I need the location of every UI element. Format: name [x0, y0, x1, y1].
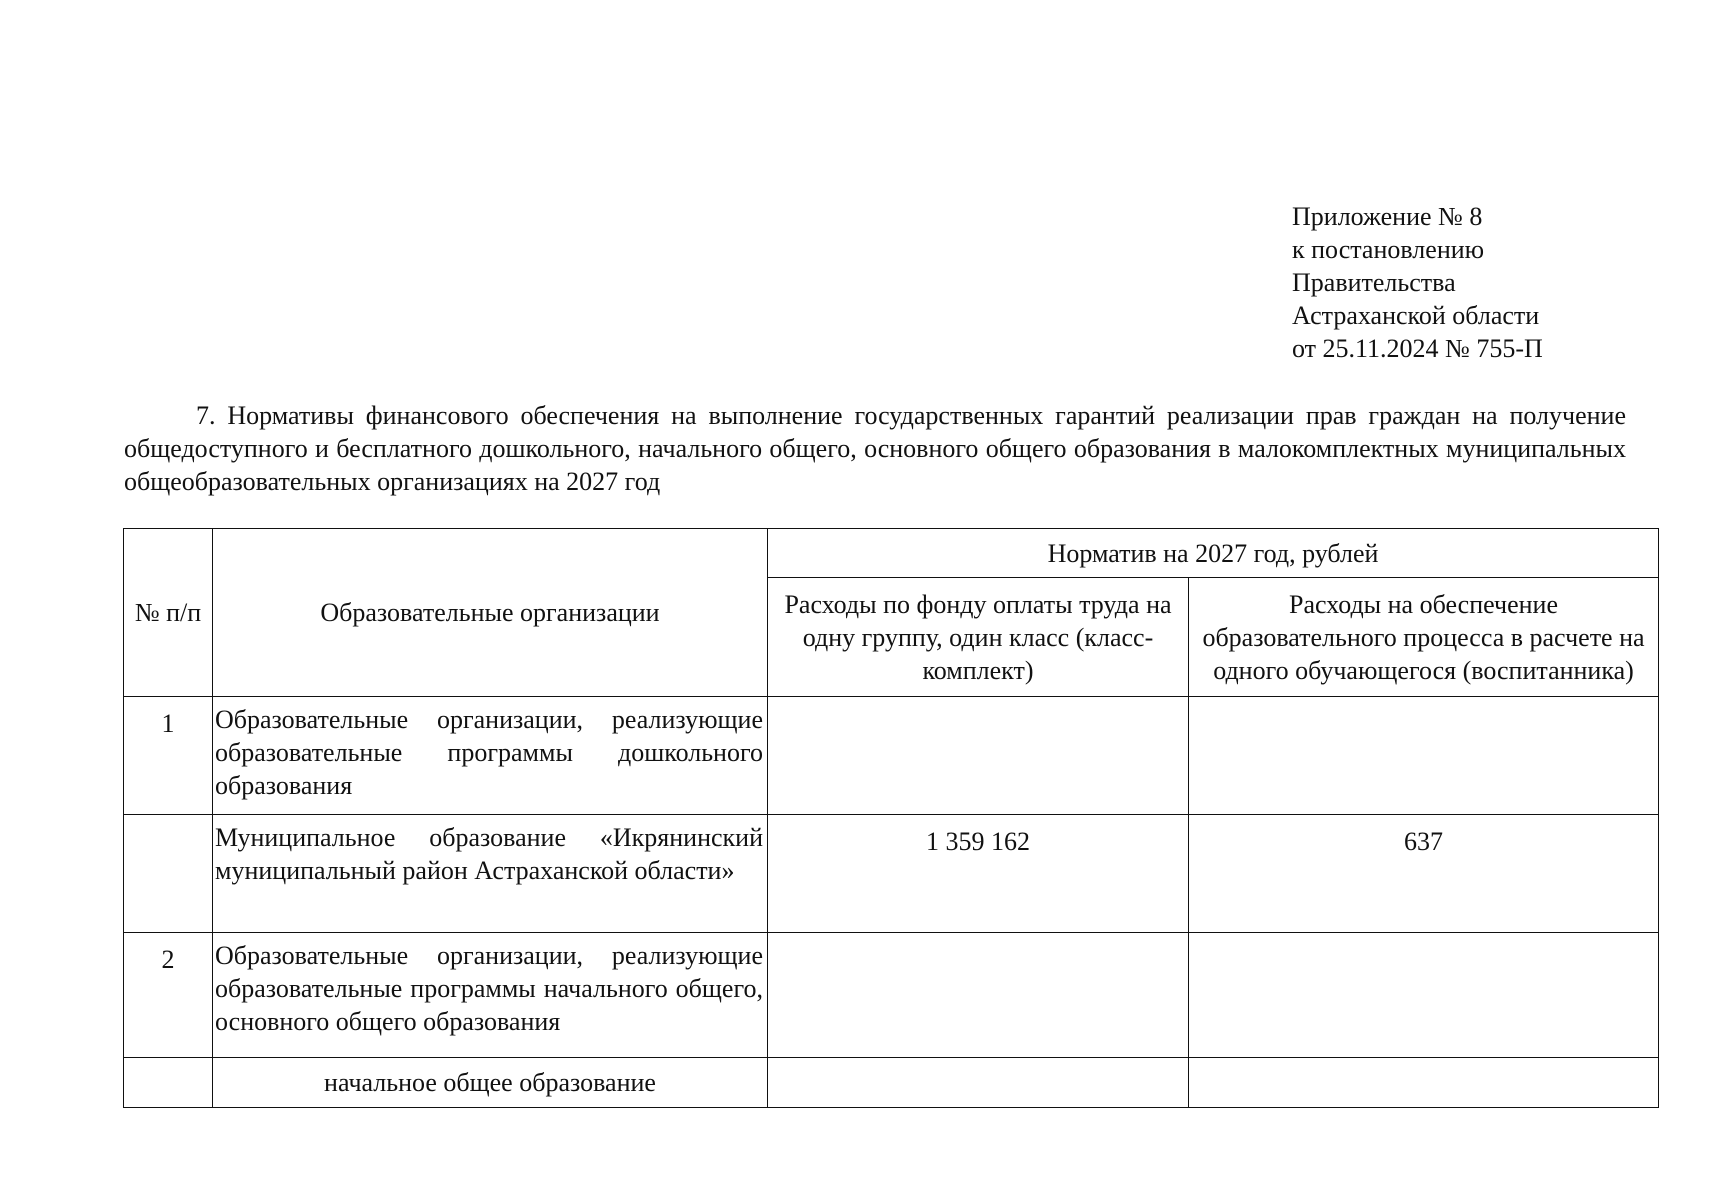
row-organization: Образовательные организации, реализующие образовательные программы дошкольного образования: [213, 697, 768, 815]
header-number: № п/п: [124, 529, 213, 697]
row-process-value: [1189, 1058, 1659, 1108]
row-wage-value: [768, 1058, 1189, 1108]
header-norm-2027: Норматив на 2027 год, рублей: [768, 529, 1659, 578]
table-row: [124, 1058, 1659, 1108]
row-organization: начальное общее образование: [213, 1058, 768, 1108]
row-number: 2: [124, 933, 213, 1058]
row-number: 1: [124, 697, 213, 815]
row-wage-value: [768, 933, 1189, 1058]
header-process-expenses: Расходы на обеспечение образовательного процесса в расчете на одного обучающегося (воспитанника): [1189, 578, 1659, 697]
row-process-value: [1189, 697, 1659, 815]
appendix-line: Астраханской области: [1292, 301, 1540, 330]
row-number: [124, 1058, 213, 1108]
row-organization: Муниципальное образование «Икрянинский муниципальный район Астраханской области»: [213, 815, 768, 933]
row-number: [124, 815, 213, 933]
appendix-line: Приложение № 8: [1292, 202, 1483, 231]
row-wage-value: [768, 697, 1189, 815]
section-heading: 7. Нормативы финансового обеспечения на выполнение государственных гарантий реализации прав граждан на получение общедоступного и бесплатного дошкольного, начального общего, основного общего образования в малокомплектных муниципальных общеобразовательных организациях на 2027 год: [124, 401, 1626, 496]
row-wage-value: 1 359 162: [768, 815, 1189, 933]
appendix-line: от 25.11.2024 № 755-П: [1292, 334, 1543, 363]
header-wage-fund: Расходы по фонду оплаты труда на одну группу, один класс (класс-комплект): [768, 578, 1189, 697]
appendix-block: [1292, 200, 1543, 365]
appendix-line: к постановлению: [1292, 235, 1485, 264]
row-organization: Образовательные организации, реализующие образовательные программы начального общего, основного общего образования: [213, 933, 768, 1058]
header-organizations: Образовательные организации: [213, 529, 768, 697]
table-header-row: [124, 529, 1659, 578]
row-process-value: 637: [1189, 815, 1659, 933]
table-row: [124, 933, 1659, 1058]
row-process-value: [1189, 933, 1659, 1058]
norms-table: [123, 528, 1659, 1108]
table-row: [124, 815, 1659, 933]
table-row: [124, 697, 1659, 815]
appendix-line: Правительства: [1292, 268, 1456, 297]
